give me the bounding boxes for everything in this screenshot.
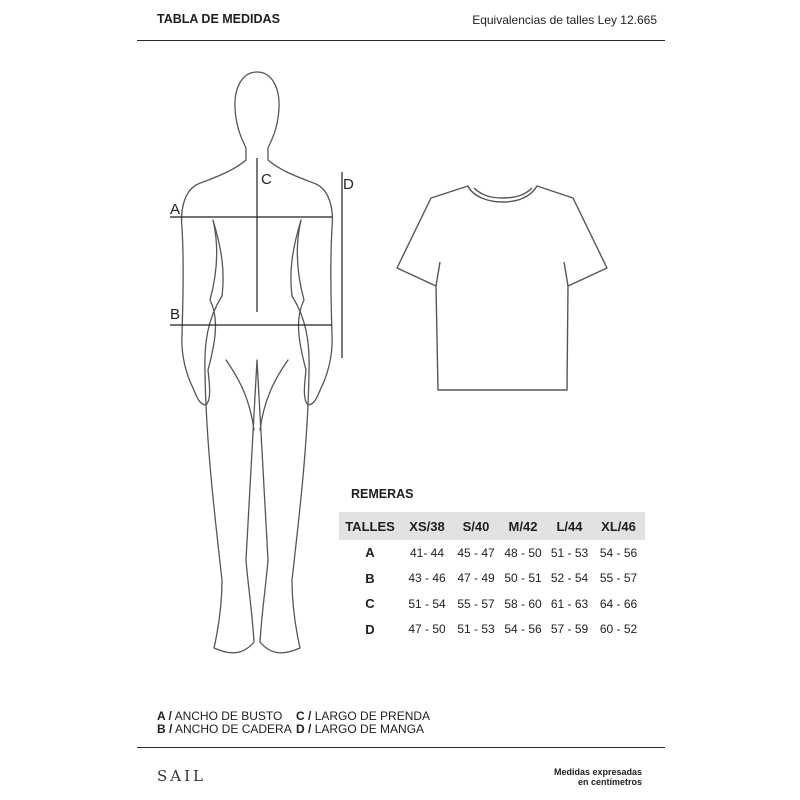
table-cell: 51 - 53 [457,622,495,637]
legend-item-d: D / LARGO DE MANGA [296,722,425,736]
label-c: C [261,171,272,188]
label-b: B [170,306,181,323]
legend-item-b: B / ANCHO DE CADERA [157,722,292,736]
table-cell: 61 - 63 [550,596,589,611]
table-cell: 47 - 49 [457,571,495,586]
header-m: M/42 [499,512,547,540]
units-note [554,767,642,787]
units-note-line2: en centímetros [577,777,642,787]
table-cell: 55 - 57 [457,596,495,611]
header-xs: XS/38 [401,512,453,540]
row-key: A [365,545,375,561]
legend-item-a: A / ANCHO DE BUSTO [157,709,283,723]
table-cell: 54 - 56 [599,545,638,560]
table-row [339,617,645,643]
table-row [339,566,645,592]
page-subtitle: Equivalencias de talles Ley 12.665 [472,13,657,27]
row-key: B [365,570,375,586]
header-l: L/44 [547,512,592,540]
size-table [339,512,645,642]
table-cell: 51 - 53 [550,545,589,560]
page-title: TABLA DE MEDIDAS [157,12,280,26]
body-inner-contour-right [260,360,288,430]
label-d: D [343,176,354,193]
header-xl: XL/46 [592,512,645,540]
table-cell: 41- 44 [409,545,445,560]
table-cell: 43 - 46 [408,571,446,586]
table-cell: 57 - 59 [550,622,589,637]
table-cell: 47 - 50 [408,622,446,637]
table-cell: 45 - 47 [457,545,495,560]
table-title: REMERAS [351,487,414,501]
bottom-divider [137,747,665,748]
table-cell: 54 - 56 [504,622,542,637]
table-cell: 64 - 66 [599,596,638,611]
legend-item-c: C / LARGO DE PRENDA [296,709,431,723]
table-header-row [339,512,645,540]
table-cell: 55 - 57 [599,571,638,586]
row-key: D [365,621,375,637]
table-cell: 52 - 54 [550,571,589,586]
table-cell: 51 - 54 [408,596,446,611]
legend-column-right [296,710,430,736]
table-cell: 48 - 50 [504,545,542,560]
table-row [339,591,645,617]
brand-logo: SAIL [157,767,206,785]
legend-column-left [157,710,292,736]
units-note-line1: Medidas expresadas [553,767,642,777]
tshirt-icon [397,186,607,390]
label-a: A [170,201,181,218]
row-key: C [365,596,375,612]
header-s: S/40 [453,512,499,540]
body-inner-contour-left [226,360,254,430]
table-row [339,540,645,566]
header-talles: TALLES [339,512,401,540]
table-cell: 60 - 52 [599,622,638,637]
table-cell: 58 - 60 [504,596,542,611]
table-cell: 50 - 51 [504,571,542,586]
